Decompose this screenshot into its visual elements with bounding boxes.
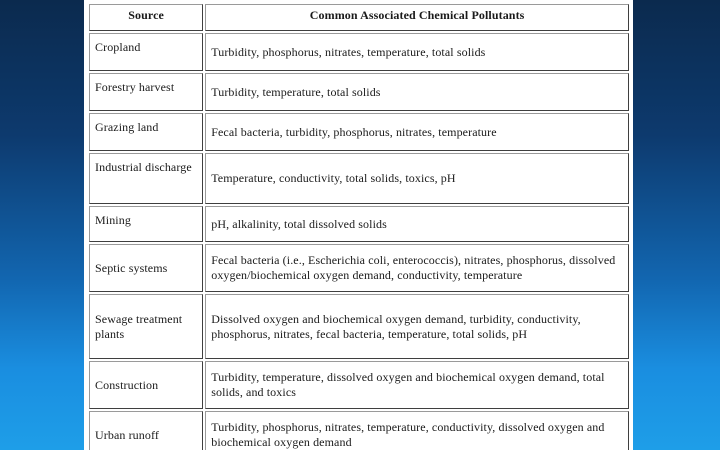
source-cell: Urban runoff bbox=[89, 411, 203, 450]
table-row bbox=[89, 73, 629, 111]
pollutants-cell: Dissolved oxygen and biochemical oxygen demand, turbidity, conductivity, phosphorus, nitrates, fecal bacteria, temperature, total solids, pH bbox=[205, 294, 629, 359]
pollutants-cell: Turbidity, phosphorus, nitrates, temperature, conductivity, dissolved oxygen and biochemical oxygen demand bbox=[205, 411, 629, 450]
source-cell: Mining bbox=[89, 206, 203, 242]
source-cell: Forestry harvest bbox=[89, 73, 203, 111]
source-cell: Construction bbox=[89, 361, 203, 409]
pollutants-cell: Temperature, conductivity, total solids, toxics, pH bbox=[205, 153, 629, 204]
table-row bbox=[89, 113, 629, 151]
pollutants-cell: Turbidity, temperature, total solids bbox=[205, 73, 629, 111]
pollutants-cell: pH, alkalinity, total dissolved solids bbox=[205, 206, 629, 242]
pollutants-cell: Turbidity, phosphorus, nitrates, temperature, total solids bbox=[205, 33, 629, 71]
table-row bbox=[89, 153, 629, 204]
table-row bbox=[89, 33, 629, 71]
pollutants-table-panel bbox=[84, 0, 633, 450]
slide-background bbox=[0, 0, 84, 450]
source-cell: Cropland bbox=[89, 33, 203, 71]
table-row bbox=[89, 361, 629, 409]
table-row bbox=[89, 294, 629, 359]
source-cell: Sewage treatment plants bbox=[89, 294, 203, 359]
table-row bbox=[89, 244, 629, 292]
pollutants-cell: Fecal bacteria, turbidity, phosphorus, nitrates, temperature bbox=[205, 113, 629, 151]
header-source: Source bbox=[89, 4, 203, 31]
source-cell: Industrial discharge bbox=[89, 153, 203, 204]
source-cell: Septic systems bbox=[89, 244, 203, 292]
table-row bbox=[89, 411, 629, 450]
source-cell: Grazing land bbox=[89, 113, 203, 151]
pollutants-cell: Fecal bacteria (i.e., Escherichia coli, enterococcis), nitrates, phosphorus, dissolved oxygen/biochemical oxygen demand, conductivity, temperature bbox=[205, 244, 629, 292]
pollutants-cell: Turbidity, temperature, dissolved oxygen and biochemical oxygen demand, total solids, and toxics bbox=[205, 361, 629, 409]
table-row bbox=[89, 206, 629, 242]
table-header-row bbox=[89, 4, 629, 31]
header-pollutants: Common Associated Chemical Pollutants bbox=[205, 4, 629, 31]
pollutants-table bbox=[87, 2, 631, 450]
